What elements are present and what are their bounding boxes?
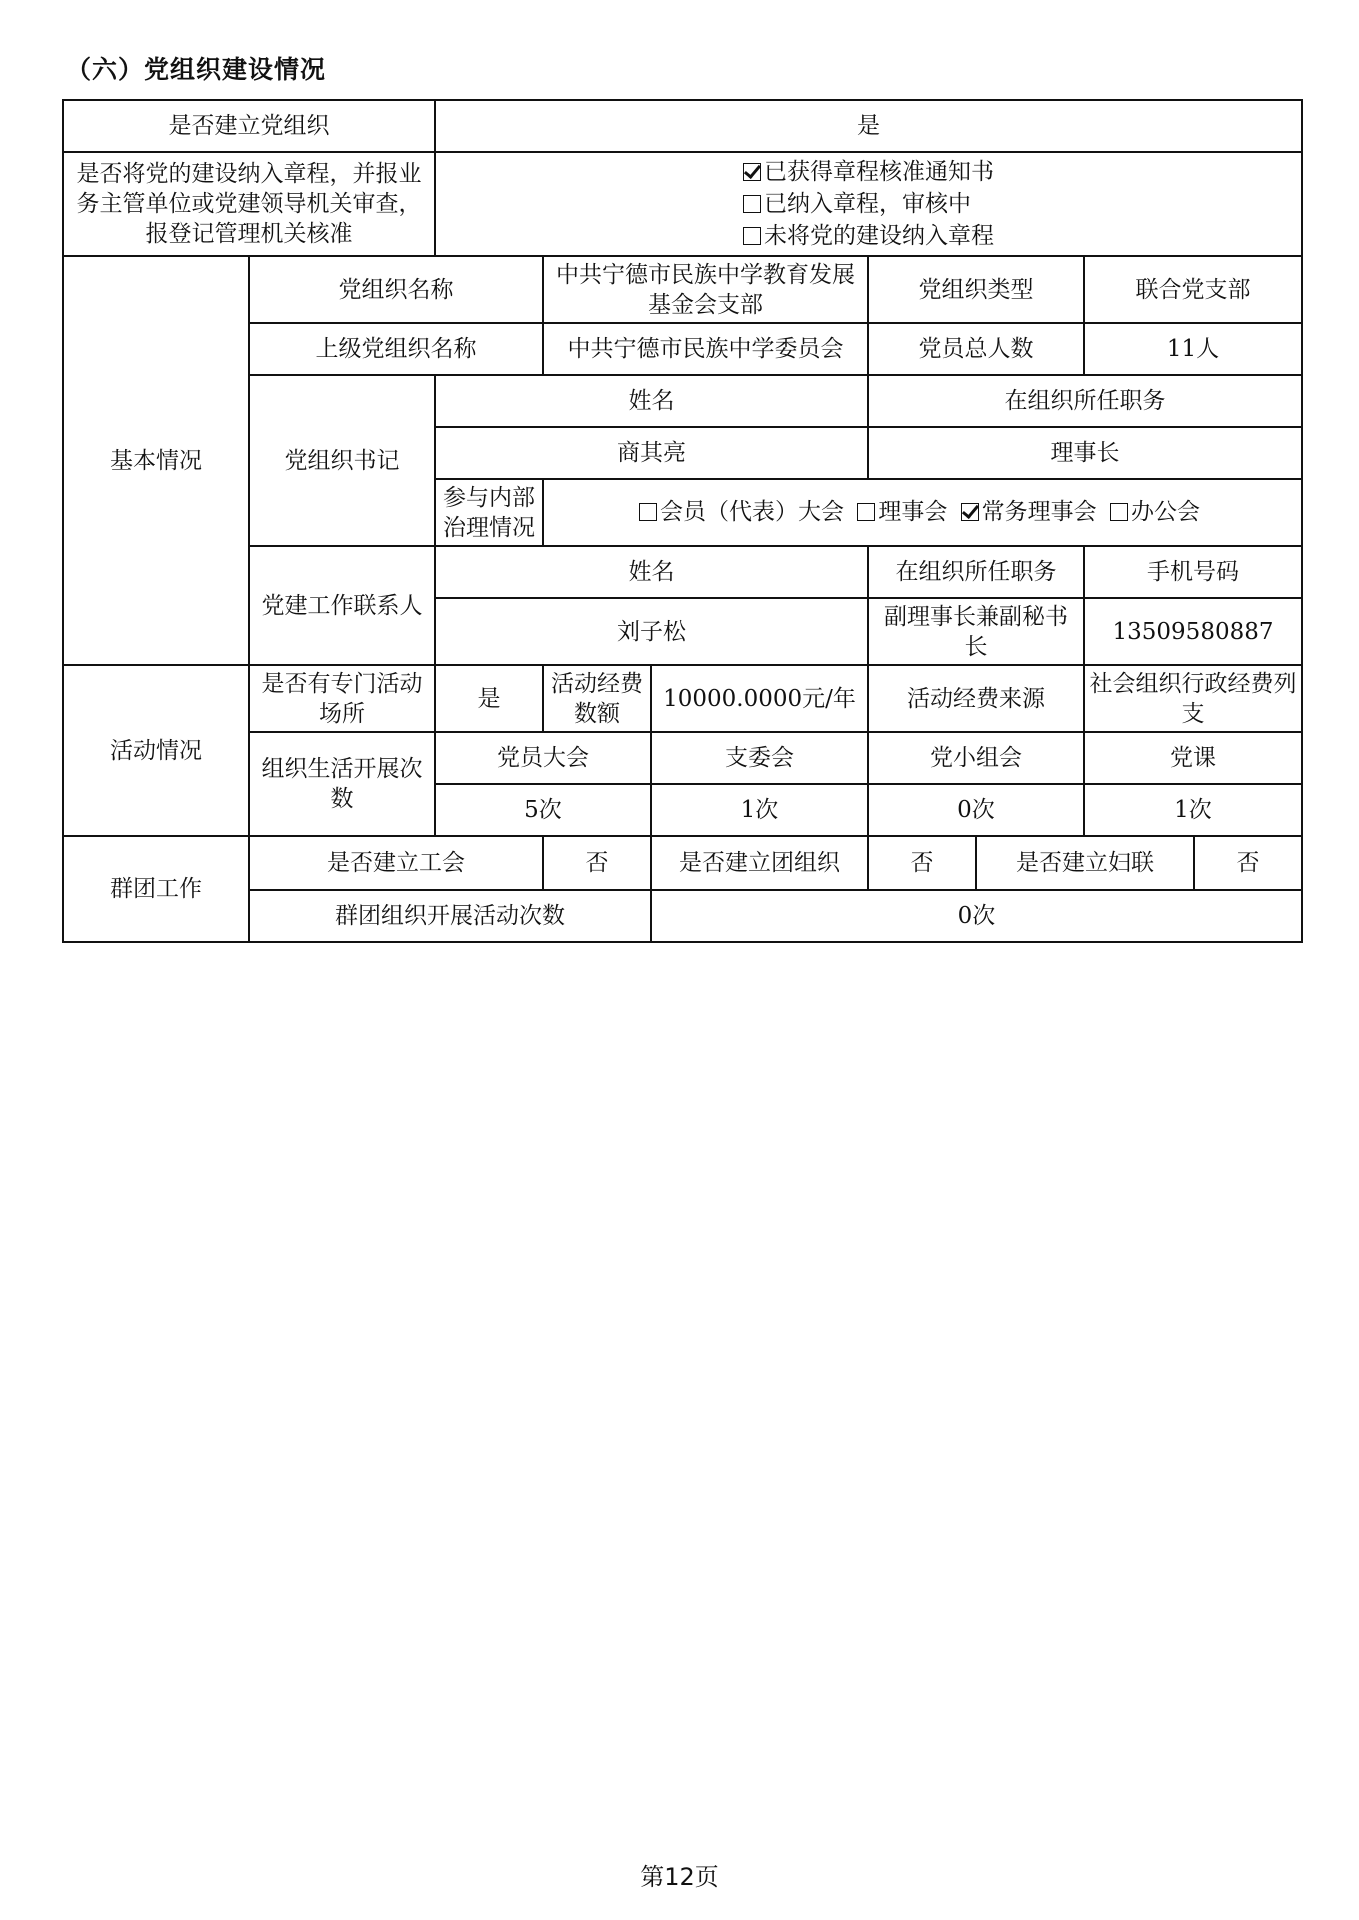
contact-phone: 13509580887 (1084, 598, 1302, 665)
checkbox-checked-icon[interactable] (743, 163, 761, 181)
section-title: （六）党组织建设情况 (66, 55, 327, 84)
secretary-position: 理事长 (868, 427, 1302, 479)
org-life-header: 党小组会 (868, 732, 1084, 784)
party-org-table (62, 99, 1303, 943)
venue-label: 是否有专门活动场所 (249, 665, 435, 732)
funds-source-label: 活动经费来源 (868, 665, 1084, 732)
charter-options (435, 152, 1302, 256)
contact-position: 副理事长兼副秘书长 (868, 598, 1084, 665)
governance-option[interactable] (961, 497, 1097, 527)
parent-org-label: 上级党组织名称 (249, 323, 543, 375)
funds-source-value: 社会组织行政经费列支 (1084, 665, 1302, 732)
org-life-count: 1次 (651, 784, 868, 836)
governance-option[interactable] (639, 497, 844, 527)
union-label: 是否建立工会 (249, 836, 543, 890)
league-label: 是否建立团组织 (651, 836, 868, 890)
charter-option-label: 已获得章程核准通知书 (764, 158, 994, 185)
page-number: 第12页 (640, 1863, 719, 1891)
governance-options (543, 479, 1302, 546)
checkbox-icon[interactable] (743, 195, 761, 213)
contact-label: 党建工作联系人 (249, 546, 435, 665)
org-life-label: 组织生活开展次数 (249, 732, 435, 836)
mass-activity-value: 0次 (651, 890, 1302, 942)
charter-option-label: 已纳入章程，审核中 (764, 190, 971, 217)
women-label: 是否建立妇联 (977, 837, 1195, 889)
org-life-count: 0次 (868, 784, 1084, 836)
org-life-count: 1次 (1084, 784, 1302, 836)
charter-option[interactable] (743, 220, 994, 252)
org-type: 联合党支部 (1084, 256, 1302, 323)
governance-option-label: 理事会 (878, 498, 948, 525)
union-value: 否 (543, 836, 651, 890)
org-type-label: 党组织类型 (868, 256, 1084, 323)
funds-value: 10000.0000元/年 (651, 665, 868, 732)
contact-name-header: 姓名 (435, 546, 868, 598)
funds-label: 活动经费数额 (543, 665, 651, 732)
governance-option[interactable] (1110, 497, 1200, 527)
governance-option-label: 办公会 (1130, 498, 1200, 525)
league-value: 否 (868, 836, 976, 890)
org-life-header: 党员大会 (435, 732, 651, 784)
checkbox-checked-icon[interactable] (961, 503, 979, 521)
contact-name: 刘子松 (435, 598, 868, 665)
basic-section-label: 基本情况 (63, 256, 249, 665)
org-life-count: 5次 (435, 784, 651, 836)
charter-option[interactable] (743, 156, 994, 188)
charter-label: 是否将党的建设纳入章程，并报业务主管单位或党建领导机关审查，报登记管理机关核准 (63, 152, 435, 256)
parent-org: 中共宁德市民族中学委员会 (543, 323, 868, 375)
org-name-label: 党组织名称 (249, 256, 543, 323)
governance-option-label: 会员（代表）大会 (660, 498, 845, 525)
org-name: 中共宁德市民族中学教育发展基金会支部 (543, 256, 868, 323)
secretary-label: 党组织书记 (249, 375, 435, 546)
governance-option[interactable] (857, 497, 947, 527)
mass-activity-label: 群团组织开展活动次数 (249, 890, 651, 942)
secretary-position-header: 在组织所任职务 (868, 375, 1302, 427)
contact-phone-header: 手机号码 (1084, 546, 1302, 598)
established-value: 是 (435, 100, 1302, 152)
venue-value: 是 (435, 665, 543, 732)
women-value: 否 (1236, 850, 1260, 876)
org-life-header: 党课 (1084, 732, 1302, 784)
secretary-name-header: 姓名 (435, 375, 868, 427)
governance-option-label: 常务理事会 (981, 498, 1097, 525)
checkbox-icon[interactable] (639, 503, 657, 521)
org-life-header: 支委会 (651, 732, 868, 784)
checkbox-icon[interactable] (743, 227, 761, 245)
activity-section-label: 活动情况 (63, 665, 249, 836)
women-cell (976, 836, 1302, 890)
charter-option[interactable] (743, 188, 994, 220)
governance-label: 参与内部治理情况 (435, 479, 543, 546)
secretary-name: 商其亮 (435, 427, 868, 479)
checkbox-icon[interactable] (857, 503, 875, 521)
members-label: 党员总人数 (868, 323, 1084, 375)
mass-section-label: 群团工作 (63, 836, 249, 942)
members-count: 11人 (1084, 323, 1302, 375)
contact-position-header: 在组织所任职务 (868, 546, 1084, 598)
checkbox-icon[interactable] (1110, 503, 1128, 521)
charter-option-label: 未将党的建设纳入章程 (764, 222, 994, 249)
established-label: 是否建立党组织 (63, 100, 435, 152)
